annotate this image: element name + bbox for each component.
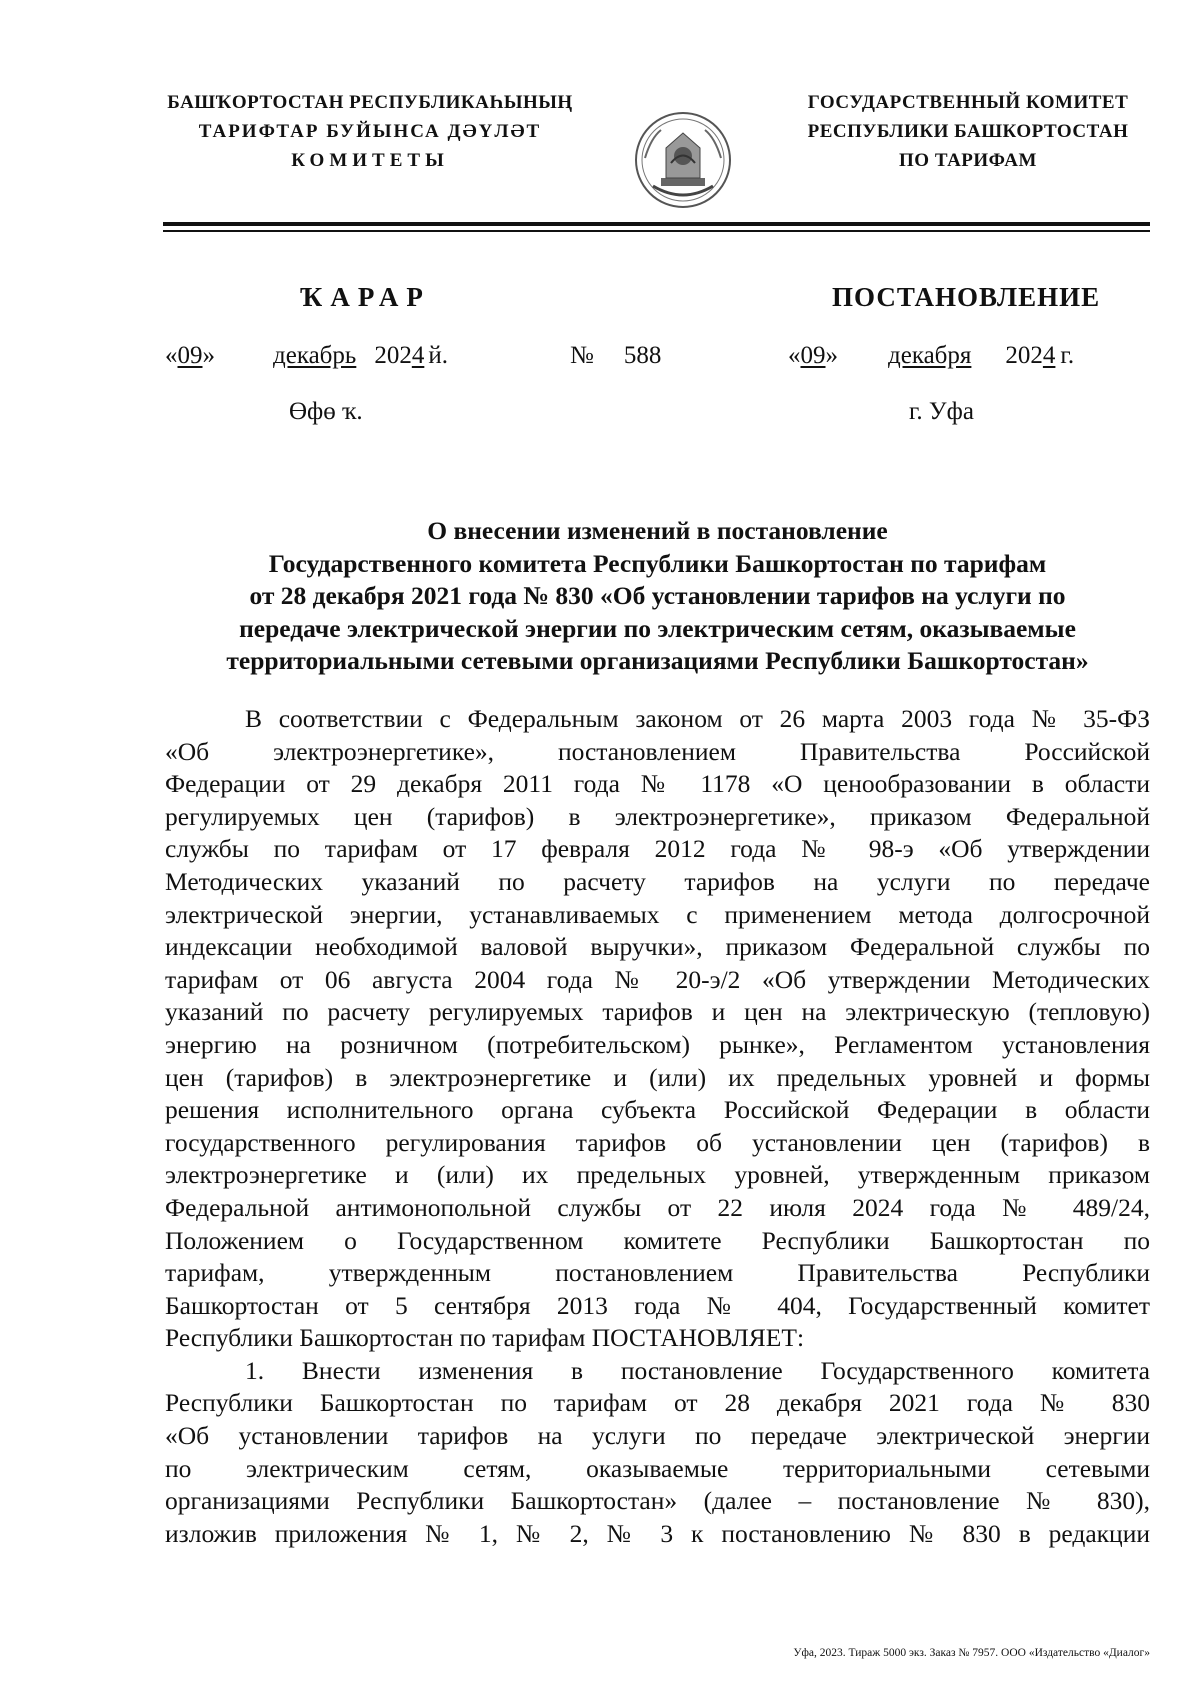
- header-right-line: ПО ТАРИФАМ: [899, 150, 1037, 171]
- city-russian: г. Уфа: [909, 398, 974, 425]
- body-line: тарифам, утвержденным постановлением Правительства Республики: [165, 1258, 1150, 1288]
- body-line: изложив приложения № 1, № 2, № 3 к постановлению № 830 в редакции: [165, 1518, 1150, 1548]
- body-line: Методических указаний по расчету тарифов на услуги по передаче: [165, 866, 1150, 896]
- date-month: декабрь: [273, 342, 357, 369]
- date-bashkir: [165, 342, 448, 370]
- body-line: службы по тарифам от 17 февраля 2012 года № 98-э «Об утверждении: [165, 834, 1150, 864]
- number-sign: №: [570, 342, 594, 369]
- body-line: организациями Республики Башкортостан» (далее – постановление № 830),: [165, 1486, 1150, 1516]
- date-year-prefix: 202: [374, 342, 412, 369]
- date-year-prefix: 202: [1005, 342, 1043, 369]
- title-line: Государственного комитета Республики Башкортостан по тарифам: [268, 548, 1047, 578]
- title-line: передаче электрической энергии по электрическим сетям, оказываемые: [239, 613, 1076, 643]
- header-right-line: ГОСУДАРСТВЕННЫЙ КОМИТЕТ: [807, 92, 1129, 113]
- quote-open: «: [165, 342, 178, 369]
- header-right-line: РЕСПУБЛИКИ БАШКОРТОСТАН: [807, 121, 1129, 142]
- date-russian: [788, 342, 1074, 370]
- date-month: декабря: [888, 342, 972, 369]
- body-line: Федерации от 29 декабря 2011 года № 1178 «О ценообразовании в области: [165, 769, 1150, 799]
- body-line: электрической энергии, устанавливаемых с применением метода долгосрочной: [165, 899, 1150, 929]
- body-line: государственного регулирования тарифов об установлении цен (тарифов) в: [165, 1127, 1150, 1157]
- body-line: энергию на розничном (потребительском) рынке», Регламентом установления: [165, 1029, 1150, 1059]
- quote-close: »: [825, 342, 838, 369]
- body-line: Федеральной антимонопольной службы от 22 июля 2024 года № 489/24,: [165, 1192, 1150, 1222]
- header-right-russian: [778, 88, 1158, 175]
- number-value: 588: [623, 342, 662, 369]
- doc-type-bashkir: ҠАРАР: [300, 282, 431, 312]
- body-line: 1. Внести изменения в постановление Государственного комитета: [245, 1355, 1150, 1385]
- body-line: тарифам от 06 августа 2004 года № 20-э/2 «Об утверждении Методических: [165, 964, 1150, 994]
- body-line: Башкортостан от 5 сентября 2013 года № 404, Государственный комитет: [165, 1290, 1150, 1320]
- date-day: 09: [800, 342, 826, 369]
- doc-type-russian: ПОСТАНОВЛЕНИЕ: [832, 282, 1101, 312]
- date-day: 09: [177, 342, 203, 369]
- body-line: Положением о Государственном комитете Республики Башкортостан по: [165, 1225, 1150, 1255]
- header-left-line: ТАРИФТАР БУЙЫНСА ДӘҮЛӘТ: [198, 121, 542, 142]
- body-line: В соответствии с Федеральным законом от 26 марта 2003 года № 35-ФЗ: [245, 704, 1150, 733]
- document-title: [165, 515, 1150, 678]
- body-line: цен (тарифов) в электроэнергетике и (или) их предельных уровней и формы: [165, 1062, 1150, 1092]
- date-year-digit: 4: [411, 342, 425, 369]
- bashkortostan-emblem-icon: [631, 108, 735, 212]
- title-line: О внесении изменений в постановление: [427, 516, 888, 545]
- date-suffix: й.: [428, 342, 448, 369]
- body-line: указаний по расчету регулируемых тарифов и цен на электрическую (тепловую): [165, 997, 1150, 1027]
- header-left-line: КОМИТЕТЫ: [291, 150, 449, 171]
- header-divider-thin: [163, 230, 1150, 232]
- body-line: «Об установлении тарифов на услуги по передаче электрической энергии: [165, 1421, 1150, 1451]
- body-line: по электрическим сетям, оказываемые территориальными сетевыми: [165, 1453, 1150, 1483]
- header-divider-thick: [163, 222, 1150, 226]
- header-left-bashkir: [150, 88, 590, 175]
- date-suffix: г.: [1060, 342, 1075, 369]
- title-line: территориальными сетевыми организациями Республики Башкортостан»: [226, 646, 1089, 675]
- printing-imprint: Уфа, 2023. Тираж 5000 экз. Заказ № 7957. ООО «Издательство «Диалог»: [793, 1647, 1150, 1659]
- city-bashkir: Өфө ҡ.: [289, 398, 363, 425]
- date-year-digit: 4: [1042, 342, 1056, 369]
- body-line: «Об электроэнергетике», постановлением Правительства Российской: [165, 736, 1150, 766]
- title-line: от 28 декабря 2021 года № 830 «Об установлении тарифов на услуги по: [249, 581, 1066, 610]
- quote-close: »: [202, 342, 215, 369]
- document-body: [165, 703, 1150, 1550]
- header-left-line: БАШҠОРТОСТАН РЕСПУБЛИКАҺЫНЫҢ: [167, 92, 573, 113]
- document-number: [570, 342, 661, 370]
- body-line: решения исполнительного органа субъекта Российской Федерации в области: [165, 1095, 1150, 1125]
- body-line: регулируемых цен (тарифов) в электроэнергетике», приказом Федеральной: [165, 801, 1150, 831]
- body-line: Республики Башкортостан по тарифам от 28 декабря 2021 года № 830: [165, 1388, 1150, 1418]
- body-line: Республики Башкортостан по тарифам ПОСТАНОВЛЯЕТ:: [165, 1323, 805, 1353]
- body-line: индексации необходимой валовой выручки», приказом Федеральной службы по: [165, 932, 1150, 962]
- body-line: электроэнергетике и (или) их предельных уровней, утвержденным приказом: [165, 1160, 1150, 1190]
- quote-open: «: [788, 342, 801, 369]
